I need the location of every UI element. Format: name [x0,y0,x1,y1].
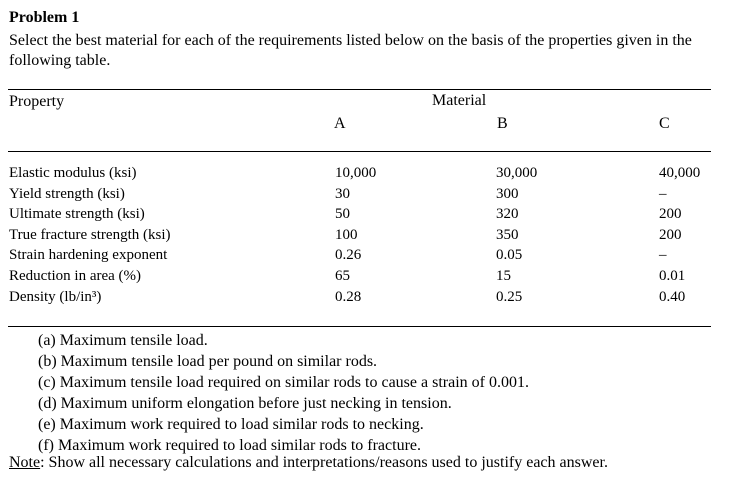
table-cell: 15 [496,267,511,284]
property-label: Density (lb/in³) [9,288,102,305]
table-cell: 320 [496,206,519,223]
table-cell: 0.25 [496,288,523,305]
material-b-column [496,163,537,307]
problem-intro: Select the best material for each of the requirements listed below on the basis of the properties given in the following table. [9,32,692,69]
table-cell: 50 [335,206,350,223]
table-cell: 200 [659,206,682,223]
property-label: Reduction in area (%) [9,267,142,284]
table-cell: 10,000 [335,165,377,181]
list-item: (f) Maximum work required to load similar rods to fracture. [38,437,421,454]
material-header: Material [432,92,487,109]
requirements-list [38,330,529,456]
table-cell: – [659,247,667,264]
property-label: Ultimate strength (ksi) [9,206,145,223]
table-cell: 40,000 [659,165,701,181]
table-top-rule [8,89,711,90]
table-cell: 100 [335,226,358,243]
property-label: True fracture strength (ksi) [9,226,171,243]
table-cell: 0.40 [659,288,686,305]
property-header: Property [9,93,65,110]
note [9,454,608,472]
table-cell: 200 [659,226,682,243]
table-cell: 0.28 [335,288,362,305]
list-item: (c) Maximum tensile load required on similar rods to cause a strain of 0.001. [38,374,529,391]
table-cell: 0.26 [335,247,362,264]
table-cell: 30 [335,185,350,202]
table-bottom-rule [8,326,711,327]
table-header-rule [8,151,711,152]
property-column [9,163,170,307]
table-cell: 0.05 [496,247,523,264]
table-cell: 350 [496,226,519,243]
property-label: Strain hardening exponent [9,247,168,264]
list-item: (b) Maximum tensile load per pound on similar rods. [38,353,378,370]
note-label: Note [9,454,41,471]
material-c-column [659,163,700,307]
table-cell: 0.01 [659,267,686,284]
note-text: : Show all necessary calculations and interpretations/reasons used to justify each answer. [40,454,608,471]
table-cell: 30,000 [496,165,538,181]
table-cell: 65 [335,267,350,284]
list-item: (d) Maximum uniform elongation before just necking in tension. [38,395,452,412]
property-label: Yield strength (ksi) [9,185,125,202]
table-cell: – [659,185,667,202]
material-a-column [335,163,376,307]
material-b-header: B [497,115,508,132]
list-item: (a) Maximum tensile load. [38,332,208,349]
material-c-header: C [659,115,670,132]
list-item: (e) Maximum work required to load similar rods to necking. [38,416,424,433]
property-label: Elastic modulus (ksi) [9,165,137,181]
table-cell: 300 [496,185,519,202]
problem-title: Problem 1 [9,9,80,26]
material-a-header: A [334,115,346,132]
